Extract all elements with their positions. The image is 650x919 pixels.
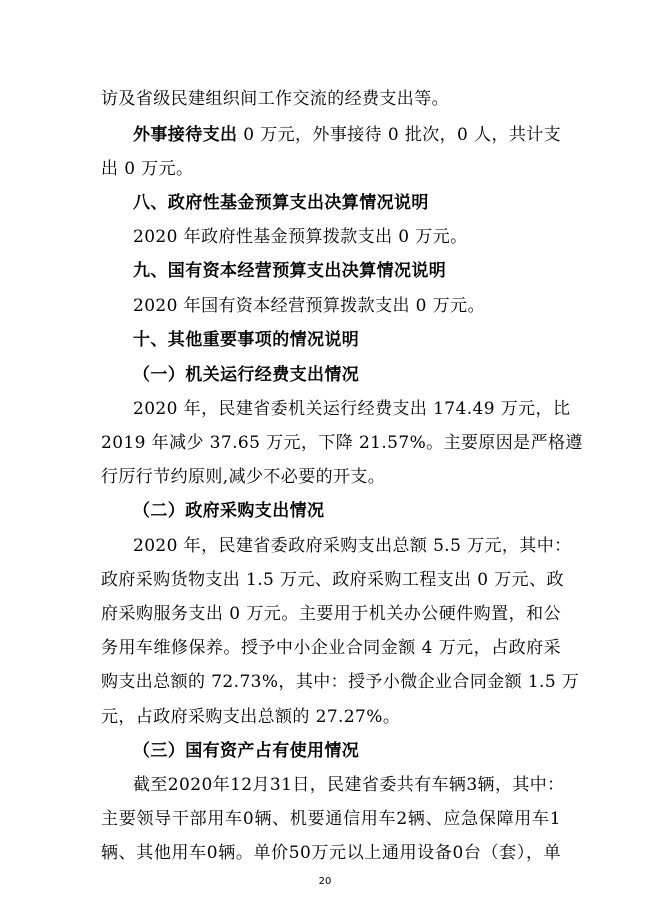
page-number: 20 [318, 876, 332, 887]
subsection-heading-1: （一）机关运行经费支出情况 [133, 365, 360, 385]
paragraph-line: 辆、其他用车0辆。单价50万元以上通用设备0台（套），单 [101, 843, 561, 863]
paragraph-line: 2020 年政府性基金预算拨款支出 0 万元。 [133, 227, 468, 247]
paragraph-line: 行厉行节约原则,减少不必要的开支。 [101, 467, 386, 487]
section-heading-8: 八、政府性基金预算支出决算情况说明 [133, 193, 429, 213]
paragraph-line: 2020 年，民建省委机关运行经费支出 174.49 万元，比 [133, 399, 571, 419]
paragraph-foreign-affairs [133, 124, 561, 146]
paragraph-line: 元，占政府采购支出总额的 27.27%。 [101, 707, 401, 727]
section-heading-10: 十、其他重要事项的情况说明 [133, 330, 360, 350]
paragraph-line: 主要领导干部用车0辆、机要通信用车2辆、应急保障用车1 [101, 809, 561, 829]
foreign-affairs-text: 0 万元，外事接待 0 批次，0 人，共计支 [237, 125, 562, 145]
paragraph-line: 政府采购货物支出 1.5 万元、政府采购工程支出 0 万元、政 [101, 570, 564, 590]
paragraph-line: 2019 年减少 37.65 万元，下降 21.57%。主要原因是严格遵 [101, 433, 583, 453]
subsection-heading-3: （三）国有资产占有使用情况 [133, 741, 360, 761]
paragraph-line: 务用车维修保养。授予中小企业合同金额 4 万元，占政府采 [101, 638, 561, 658]
paragraph-line: 购支出总额的 72.73%，其中：授予小微企业合同金额 1.5 万 [101, 672, 580, 692]
section-heading-9: 九、国有资本经营预算支出决算情况说明 [133, 261, 447, 281]
paragraph-line: 访及省级民建组织间工作交流的经费支出等。 [101, 89, 449, 109]
paragraph-line: 2020 年，民建省委政府采购支出总额 5.5 万元，其中： [133, 536, 572, 556]
paragraph-line: 2020 年国有资本经营预算拨款支出 0 万元。 [133, 296, 485, 316]
subsection-heading-2: （二）政府采购支出情况 [133, 501, 325, 521]
foreign-affairs-label: 外事接待支出 [133, 125, 238, 145]
paragraph-line: 截至2020年12月31日，民建省委共有车辆3辆，其中： [133, 775, 565, 795]
paragraph-line: 出 0 万元。 [101, 159, 194, 179]
paragraph-line: 府采购服务支出 0 万元。主要用于机关办公硬件购置，和公 [101, 604, 561, 624]
